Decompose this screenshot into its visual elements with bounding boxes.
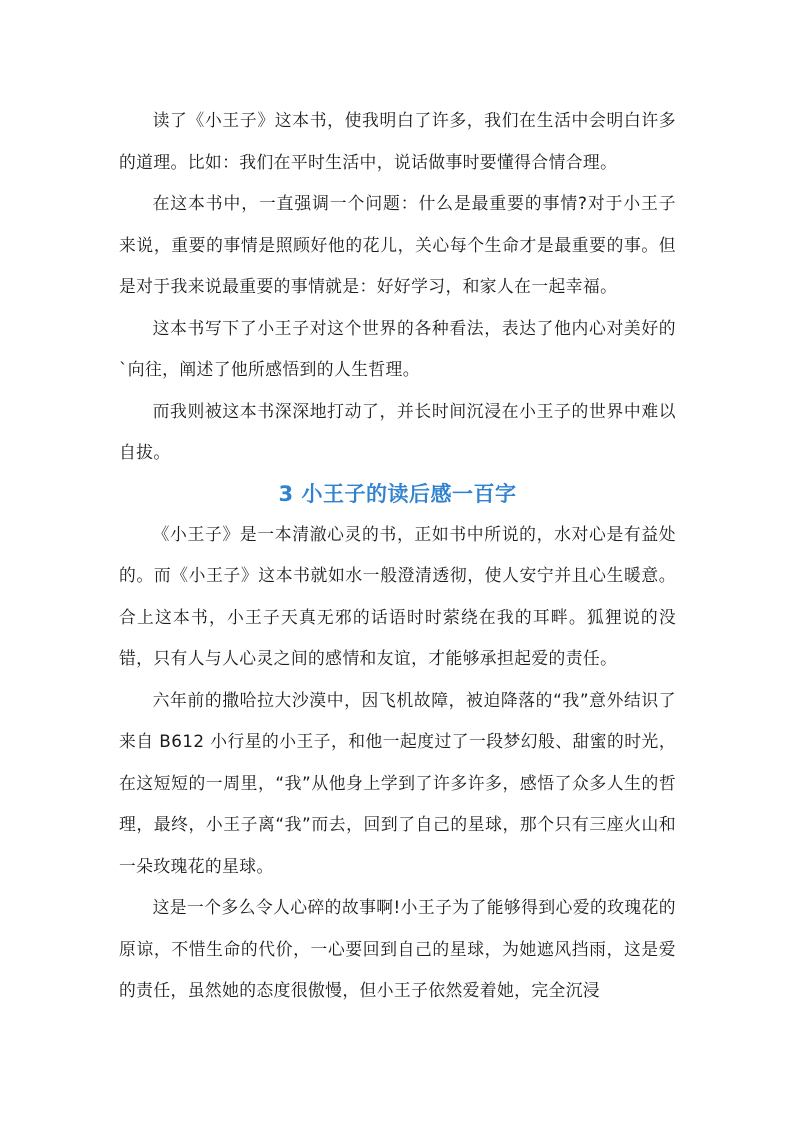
paragraph-3: 这本书写下了小王子对这个世界的各种看法，表达了他内心对美好的`向往，阐述了他所感悟到的人生哲理。 xyxy=(119,317,676,379)
paragraph-7: 这是一个多么令人心碎的故事啊!小王子为了能够得到心爱的玫瑰花的原谅，不惜生命的代价，一心要回到自己的星球，为她遮风挡雨，这是爱的责任，虽然她的态度很傲慢，但小王子依然爱着她，完全沉浸 xyxy=(119,897,676,1000)
paragraph-4: 而我则被这本书深深地打动了，并长时间沉浸在小王子的世界中难以自拔。 xyxy=(119,400,676,462)
paragraph-2: 在这本书中，一直强调一个问题：什么是最重要的事情?对于小王子来说，重要的事情是照顾好他的花儿，关心每个生命才是最重要的事。但是对于我来说最重要的事情就是：好好学习，和家人在一起幸福。 xyxy=(119,193,676,296)
paragraph-6: 六年前的撒哈拉大沙漠中，因飞机故障，被迫降落的“我”意外结识了来自 B612 小行星的小王子，和他一起度过了一段梦幻般、甜蜜的时光，在这短短的一周里，“我”从他身上学到了许多许多，感悟了众多人生的哲理，最终，小王子离“我”而去，回到了自己的星球，那个只有三座火山和一朵玫瑰花的星球。 xyxy=(119,689,676,876)
paragraph-5: 《小王子》是一本清澈心灵的书，正如书中所说的，水对心是有益处的。而《小王子》这本书就如水一般澄清透彻，使人安宁并且心生暖意。合上这本书，小王子天真无邪的话语时时萦绕在我的耳畔。狐狸说的没错，只有人与人心灵之间的感情和友谊，才能够承担起爱的责任。 xyxy=(119,523,676,668)
section-heading: 3 小王子的读后感一百字 xyxy=(278,481,517,506)
document-body xyxy=(119,100,676,1012)
paragraph-1: 读了《小王子》这本书，使我明白了许多，我们在生活中会明白许多的道理。比如：我们在平时生活中，说话做事时要懂得合情合理。 xyxy=(119,110,676,172)
